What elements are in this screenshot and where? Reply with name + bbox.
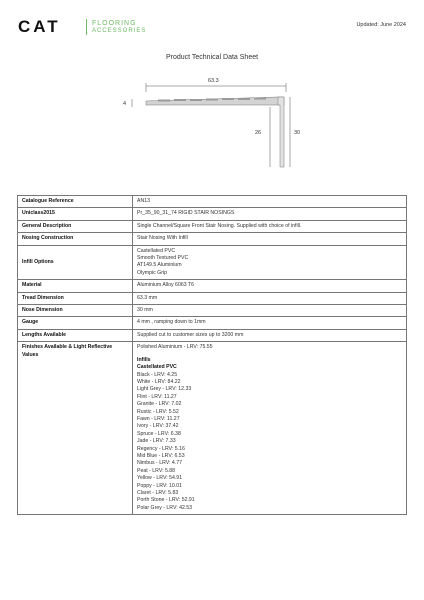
spec-value: Stair Nosing With Infill — [133, 233, 407, 245]
colour-lrv: Spruce - LRV: 6.38 — [137, 430, 181, 437]
spec-key: Tread Dimension — [18, 292, 133, 304]
table-row — [18, 317, 407, 329]
spec-key: Finishes Available & Light Reflective Values — [18, 342, 133, 515]
infill-option: Olympic Grip — [137, 269, 167, 276]
table-row — [18, 208, 407, 220]
spec-value: Pr_35_90_31_74 RIGID STAIR NOSINGS — [133, 208, 407, 220]
brand-subtitle-2: ACCESSORIES — [92, 28, 147, 34]
spec-value: Single Channel/Square Front Stair Nosing. Supplied with choice of infill. — [133, 220, 407, 232]
spec-key: Gauge — [18, 317, 133, 329]
colour-lrv: White - LRV: 84.22 — [137, 378, 181, 385]
brand-subtitle-1: FLOORING — [92, 20, 137, 27]
spec-key: General Description — [18, 220, 133, 232]
colour-lrv: Regency - LRV: 5.16 — [137, 445, 185, 452]
colour-lrv: Flint - LRV: 11.27 — [137, 393, 177, 400]
spec-key: Nosing Construction — [18, 233, 133, 245]
spec-value: Aluminium Alloy 6063 T6 — [133, 280, 407, 292]
colour-lrv: Porth Stone - LRV: 52.91 — [137, 497, 195, 504]
updated-date: Updated: June 2024 — [356, 22, 406, 28]
spec-value: Supplied cut to customer sizes up to 3200 mm — [133, 329, 407, 341]
infill-option: Smooth Textured PVC — [137, 255, 189, 262]
profile-drawing — [118, 72, 308, 172]
colour-lrv: Peat - LRV: 5.88 — [137, 467, 176, 474]
infill-option: AT149.5 Aluminium — [137, 262, 182, 269]
infill-option: Castellated PVC — [137, 247, 176, 254]
table-row — [18, 196, 407, 208]
spec-table — [17, 195, 407, 515]
colour-lrv: Claret - LRV: 5.83 — [137, 490, 179, 496]
table-row — [18, 305, 407, 317]
spec-value — [133, 245, 407, 280]
colour-lrv: Mid Blue - LRV: 6.53 — [137, 452, 185, 459]
outer-nose-label: 30 — [294, 130, 301, 136]
spec-key: Catalogue Reference — [18, 196, 133, 208]
colour-lrv: Yellow - LRV: 54.91 — [137, 475, 183, 482]
spec-value: 30 mm — [133, 305, 407, 317]
spec-value: AN13 — [133, 196, 407, 208]
nose-profile — [278, 97, 284, 167]
brand-logo: CAT — [18, 17, 61, 36]
colour-lrv: Rustic - LRV: 5.52 — [137, 408, 179, 415]
table-row — [18, 220, 407, 232]
spec-key: Lengths Available — [18, 329, 133, 341]
infills-heading: Infills — [137, 356, 151, 363]
colour-lrv: Nimbus - LRV: 4.77 — [137, 460, 182, 467]
spec-key: Material — [18, 280, 133, 292]
finish-polished: Polished Aluminium - LRV: 75.55 — [137, 344, 213, 351]
width-label: 63.3 — [208, 78, 219, 84]
table-row — [18, 233, 407, 245]
spec-key: Infill Options — [18, 245, 133, 280]
table-row — [18, 280, 407, 292]
page-title: Product Technical Data Sheet — [165, 54, 259, 61]
inner-nose-label: 26 — [255, 130, 262, 136]
colour-lrv: Granite - LRV: 7.02 — [137, 401, 182, 408]
table-row — [18, 342, 407, 515]
spec-value — [133, 342, 407, 515]
spec-key: Uniclass2015 — [18, 208, 133, 220]
spec-value: 63.3 mm — [133, 292, 407, 304]
castellated-heading: Castellated PVC — [137, 364, 177, 371]
thickness-label: 4 — [123, 101, 127, 107]
colour-lrv: Ivory - LRV: 37.42 — [137, 423, 179, 430]
spec-key: Nose Dimension — [18, 305, 133, 317]
colour-lrv: Black - LRV: 4.25 — [137, 371, 178, 378]
colour-lrv: Light Grey - LRV: 12.33 — [137, 386, 192, 393]
colour-lrv: Polar Grey - LRV: 42.53 — [137, 504, 193, 511]
colour-lrv: Jade - LRV: 7.33 — [137, 438, 176, 445]
colour-lrv: Fawn - LRV: 11.27 — [137, 415, 180, 422]
table-row — [18, 329, 407, 341]
page-header — [18, 17, 406, 39]
table-row — [18, 245, 407, 280]
spec-value: 4 mm , ramping down to 1mm — [133, 317, 407, 329]
colour-lrv: Poppy - LRV: 10.01 — [137, 482, 182, 489]
table-row — [18, 292, 407, 304]
logo-divider — [86, 19, 87, 35]
